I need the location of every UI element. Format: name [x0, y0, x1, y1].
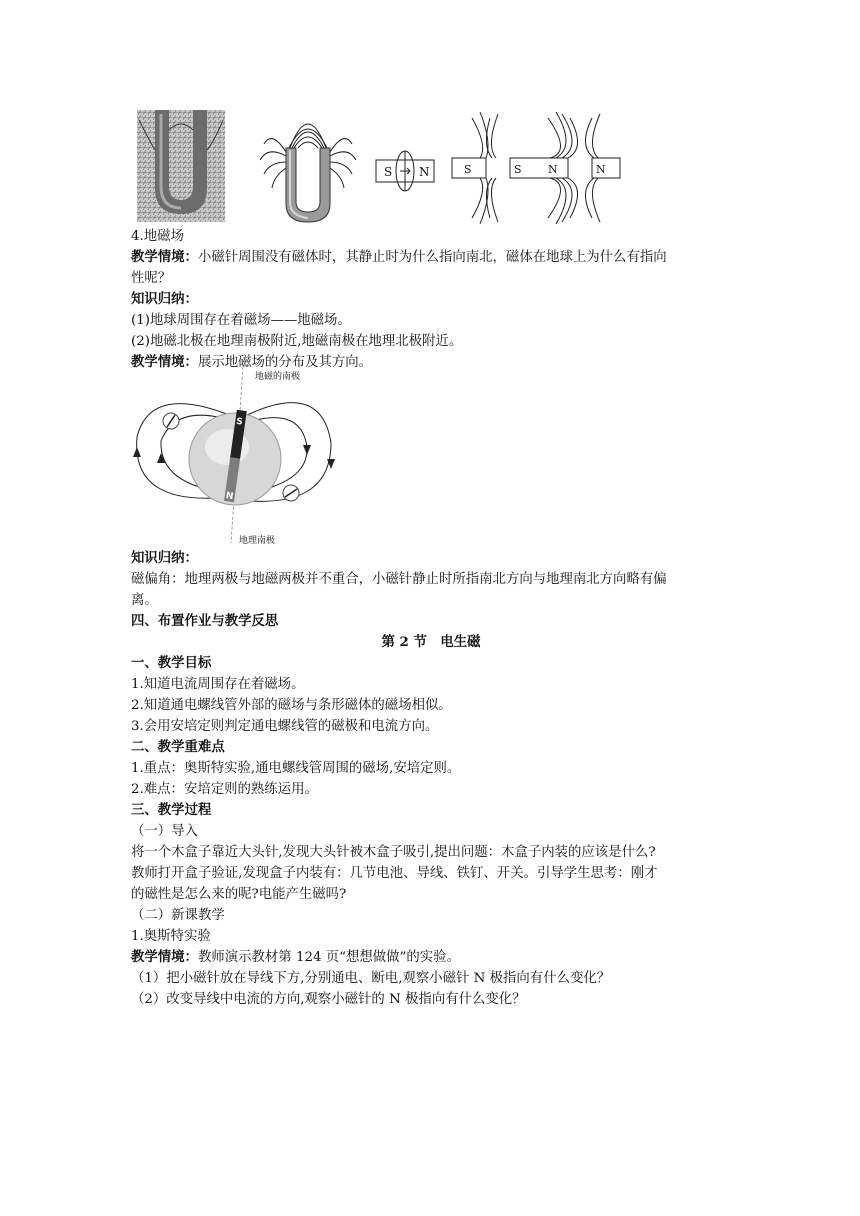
- earth-magnet-n-label: N: [225, 491, 234, 503]
- experiment-step: （1）把小磁针放在导线下方,分别通电、断电,观察小磁针 N 极指向有什么变化？: [131, 971, 611, 986]
- two-magnets-field-diagram: [450, 112, 622, 224]
- bar-magnet-diagram: [374, 144, 436, 196]
- pole-n-label: N: [596, 163, 606, 176]
- goal-item: 1.知道电流周围存在着磁场。: [131, 677, 305, 692]
- geographic-south-label: 地理南极: [239, 536, 276, 546]
- earth-magnetic-south-label: 地磁的南极: [255, 372, 301, 382]
- intro-text: 教师打开盒子验证,发现盒子内装有：几节电池、导线、铁钉、开关。引导学生思考：刚才: [131, 866, 658, 881]
- process-heading: 三、教学过程: [131, 802, 212, 818]
- teaching-context: 教学情境：展示地磁场的分布及其方向。: [131, 354, 373, 370]
- goal-item: 3.会用安培定则判定通电螺线管的磁极和电流方向。: [131, 719, 439, 734]
- teaching-context-cont: 性呢？: [131, 271, 172, 286]
- summary-heading: 知识归纳：: [131, 550, 198, 566]
- summary-item: (1)地球周围存在着磁场——地磁场。: [131, 313, 351, 328]
- oersted-heading: 1.奥斯特实验: [131, 929, 211, 944]
- teaching-context: 教学情境：教师演示教材第 124 页“想想做做”的实验。: [131, 949, 460, 965]
- teaching-context: 教学情境：小磁针周围没有磁体时，其静止时为什么指向南北，磁体在地球上为什么有指向: [131, 249, 667, 265]
- key-point-item: 2.难点：安培定则的熟练运用。: [131, 782, 318, 797]
- intro-heading: （一）导入: [131, 824, 198, 839]
- section-heading: 四、布置作业与教学反思: [131, 613, 279, 629]
- key-point-item: 1.重点：奥斯特实验,通电螺线管周围的磁场,安培定则。: [131, 761, 461, 776]
- intro-text: 将一个木盒子靠近大头针,发现大头针被木盒子吸引,提出问题：木盒子内装的应该是什么?: [131, 845, 656, 860]
- key-points-heading: 二、教学重难点: [131, 739, 225, 755]
- earth-magnetic-field-diagram: [131, 367, 337, 547]
- summary-text-cont: 离。: [131, 593, 158, 608]
- pole-n-label: N: [548, 163, 558, 176]
- intro-text: 的磁性是怎么来的呢?电能产生磁吗?: [131, 887, 347, 902]
- earth-magnet-s-label: S: [235, 416, 244, 428]
- section-title: 第 2 节 电生磁: [381, 634, 481, 650]
- u-magnet-field-diagram: [258, 110, 358, 228]
- summary-heading: 知识归纳：: [131, 291, 198, 307]
- summary-item: (2)地磁北极在地理南极附近,地磁南极在地理北极附近。: [131, 334, 463, 349]
- experiment-step: （2）改变导线中电流的方向,观察小磁针的 N 极指向有什么变化？: [131, 992, 526, 1007]
- new-lesson-heading: （二）新课教学: [131, 908, 225, 923]
- pole-n-label: N: [419, 165, 430, 179]
- u-magnet-filings-photo: [137, 110, 225, 222]
- goals-heading: 一、教学目标: [131, 655, 212, 671]
- goal-item: 2.知道通电螺线管外部的磁场与条形磁体的磁场相似。: [131, 698, 452, 713]
- pole-s-label: S: [514, 163, 522, 176]
- earth-field-heading: 4.地磁场: [131, 229, 184, 244]
- summary-text: 磁偏角：地理两极与地磁两极并不重合，小磁针静止时所指南北方向与地理南北方向略有偏: [131, 572, 667, 587]
- pole-s-label: S: [384, 165, 393, 179]
- pole-s-label: S: [464, 163, 472, 176]
